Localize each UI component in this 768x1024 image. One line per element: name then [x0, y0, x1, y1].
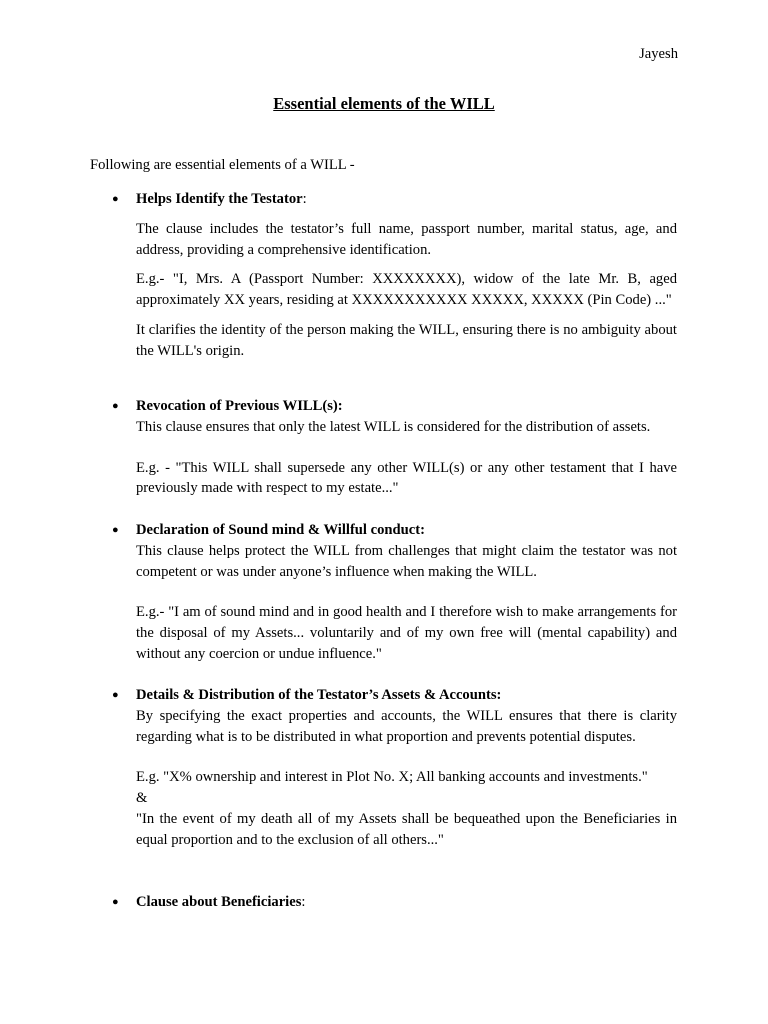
bullet-icon: ● [112, 689, 119, 701]
bullet-icon: ● [112, 524, 119, 536]
section-paragraph: It clarifies the identity of the person making the WILL, ensuring there is no ambiguity about the WILL's origin. [136, 321, 677, 359]
section-paragraph: This clause ensures that only the latest WILL is considered for the distribution of assets. [136, 419, 651, 435]
section-paragraph: This clause helps protect the WILL from challenges that might claim the testator was not competent or was under anyone’s influence when making the WILL. [136, 543, 677, 580]
section-heading: Declaration of Sound mind & Willful conduct: [136, 522, 425, 538]
section-heading: Helps Identify the Testator: [136, 191, 307, 207]
section-paragraph: The clause includes the testator’s full name, passport number, marital status, age, and address, providing a comprehensive identification. [136, 221, 677, 258]
section-example: E.g. - "This WILL shall supersede any other WILL(s) or any other testament that I have previously made with respect to my estate..." [136, 459, 677, 497]
section-paragraph: By specifying the exact properties and accounts, the WILL ensures that there is clarity regarding what is to be distributed in what proportion and prevents potential disputes. [136, 708, 677, 745]
document-title: Essential elements of the WILL [273, 94, 495, 113]
bullet-icon: ● [112, 400, 119, 412]
section-example: E.g.- "I, Mrs. A (Passport Number: XXXXXXXX), widow of the late Mr. B, aged approximately XX years, residing at XXXXXXXXXXX XXXXX, XXXXX (Pin Code) ..." [136, 271, 677, 309]
section-example: E.g. "X% ownership and interest in Plot No. X; All banking accounts and investments." [136, 769, 648, 786]
section-heading: Revocation of Previous WILL(s): [136, 398, 343, 414]
section-example: "In the event of my death all of my Assets shall be bequeathed upon the Beneficiaries in equal proportion and to the exclusion of all others..." [136, 810, 677, 848]
section-example: E.g.- "I am of sound mind and in good health and I therefore wish to make arrangements for the disposal of my Assets... voluntarily and of my own free will (mental capability) and without any coercion or undue influence." [136, 604, 677, 662]
section-ampersand: & [136, 790, 148, 807]
author-name: Jayesh [639, 46, 678, 62]
bullet-icon: ● [112, 896, 119, 908]
section-heading: Details & Distribution of the Testator’s Assets & Accounts: [136, 687, 502, 703]
bullet-icon: ● [112, 193, 119, 205]
section-heading: Clause about Beneficiaries: [136, 894, 306, 910]
intro-text: Following are essential elements of a WILL - [90, 157, 355, 173]
